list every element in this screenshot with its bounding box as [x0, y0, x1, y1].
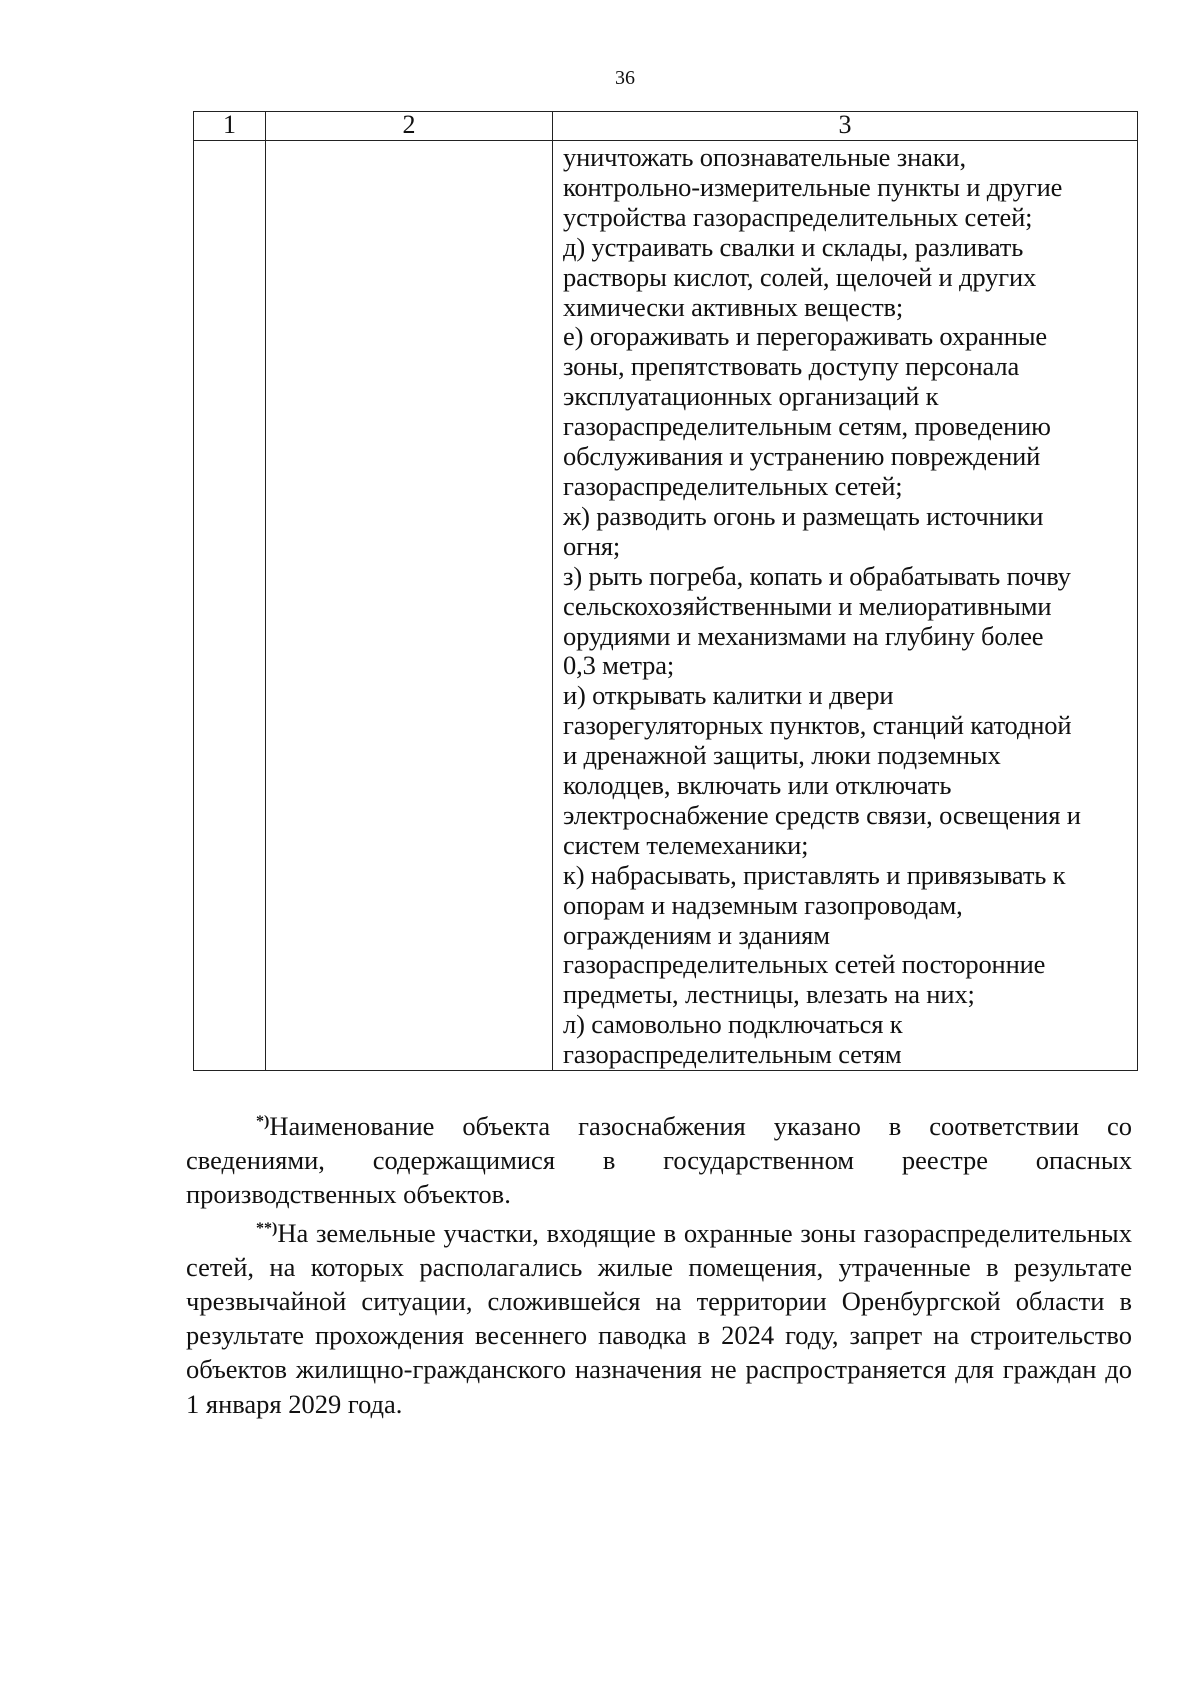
table-header-col-1: 1: [194, 112, 266, 141]
restriction-line: газораспределительных сетей посторонние: [563, 949, 1046, 980]
restriction-line: систем телемеханики;: [563, 829, 809, 860]
restriction-line: газораспределительных сетей;: [563, 470, 903, 501]
restriction-line: химически активных веществ;: [563, 291, 904, 322]
restriction-line: растворы кислот, солей, щелочей и других: [563, 261, 1037, 292]
footnote-2-text: На земельные участки, входящие в охранные зоны газораспределительных сетей, на которых располагались жилые помещения, утраченные в результате чрезвычайной ситуации, сложившейся на территории Оренбургской области в результате прохождения весеннего паводка в 2024 году, запрет на строительство объектов жилищно-гражданского назначения не распространяется для граждан до 1 января 2029 года.: [186, 1217, 1132, 1419]
restriction-line: зоны, препятствовать доступу персонала: [563, 351, 1020, 382]
restriction-line: электроснабжение средств связи, освещения и: [563, 799, 1081, 830]
restriction-line: газорегуляторных пунктов, станций катодной: [563, 710, 1072, 741]
restriction-line: л) самовольно подключаться к: [563, 1009, 903, 1040]
restriction-line: к) набрасывать, приставлять и привязывать к: [563, 859, 1066, 890]
restriction-line: колодцев, включать или отключать: [563, 770, 952, 801]
restriction-line: з) рыть погреба, копать и обрабатывать почву: [563, 560, 1071, 591]
footnote-1: [186, 1109, 1132, 1212]
footnote-1-text: Наименование объекта газоснабжения указано в соответствии со сведениями, содержащимися в государственном реестре опасных производственных объектов.: [186, 1111, 1132, 1210]
footnote-1-marker: *): [256, 1113, 270, 1130]
table-row: [194, 141, 1138, 1071]
restriction-line: ограждениям и зданиям: [563, 919, 830, 950]
restriction-line: уничтожать опознавательные знаки,: [563, 142, 966, 172]
restriction-line: ж) разводить огонь и размещать источники: [563, 500, 1044, 531]
table-cell-col-3: [553, 141, 1138, 1071]
footnotes: [186, 1109, 1132, 1425]
restriction-line: сельскохозяйственными и мелиоративными: [563, 590, 1052, 621]
restriction-line: орудиями и механизмами на глубину более: [563, 620, 1044, 651]
restriction-line: предметы, лестницы, влезать на них;: [563, 979, 975, 1010]
restriction-line: обслуживания и устранению повреждений: [563, 441, 1041, 472]
restriction-line: огня;: [563, 530, 621, 561]
footnote-2-marker: **): [256, 1219, 278, 1237]
restriction-line: газораспределительным сетям: [563, 1039, 902, 1070]
restriction-line: опорам и надземным газопроводам,: [563, 889, 963, 920]
restriction-line: эксплуатационных организаций к: [563, 381, 939, 412]
page-number: 36: [615, 67, 635, 89]
table-cell-col-1: [194, 141, 266, 1071]
restriction-line: и) открывать калитки и двери: [563, 680, 894, 711]
footnote-2: [186, 1216, 1132, 1421]
table-cell-col-2: [266, 141, 553, 1071]
restrictions-table: [193, 111, 1138, 1071]
restrictions-text: [553, 141, 1137, 1070]
table-header-row: [194, 112, 1138, 141]
restriction-line: контрольно-измерительные пункты и другие: [563, 171, 1063, 202]
restriction-line: устройства газораспределительных сетей;: [563, 201, 1033, 232]
table-header-col-3: 3: [553, 112, 1138, 141]
restriction-line: д) устраивать свалки и склады, разливать: [563, 231, 1024, 262]
restriction-line: и дренажной защиты, люки подземных: [563, 740, 1001, 771]
table-header-col-2: 2: [266, 112, 553, 141]
restriction-line: е) огораживать и перегораживать охранные: [563, 321, 1047, 352]
restriction-line: 0,3 метра;: [563, 650, 675, 681]
restriction-line: газораспределительным сетям, проведению: [563, 411, 1051, 442]
